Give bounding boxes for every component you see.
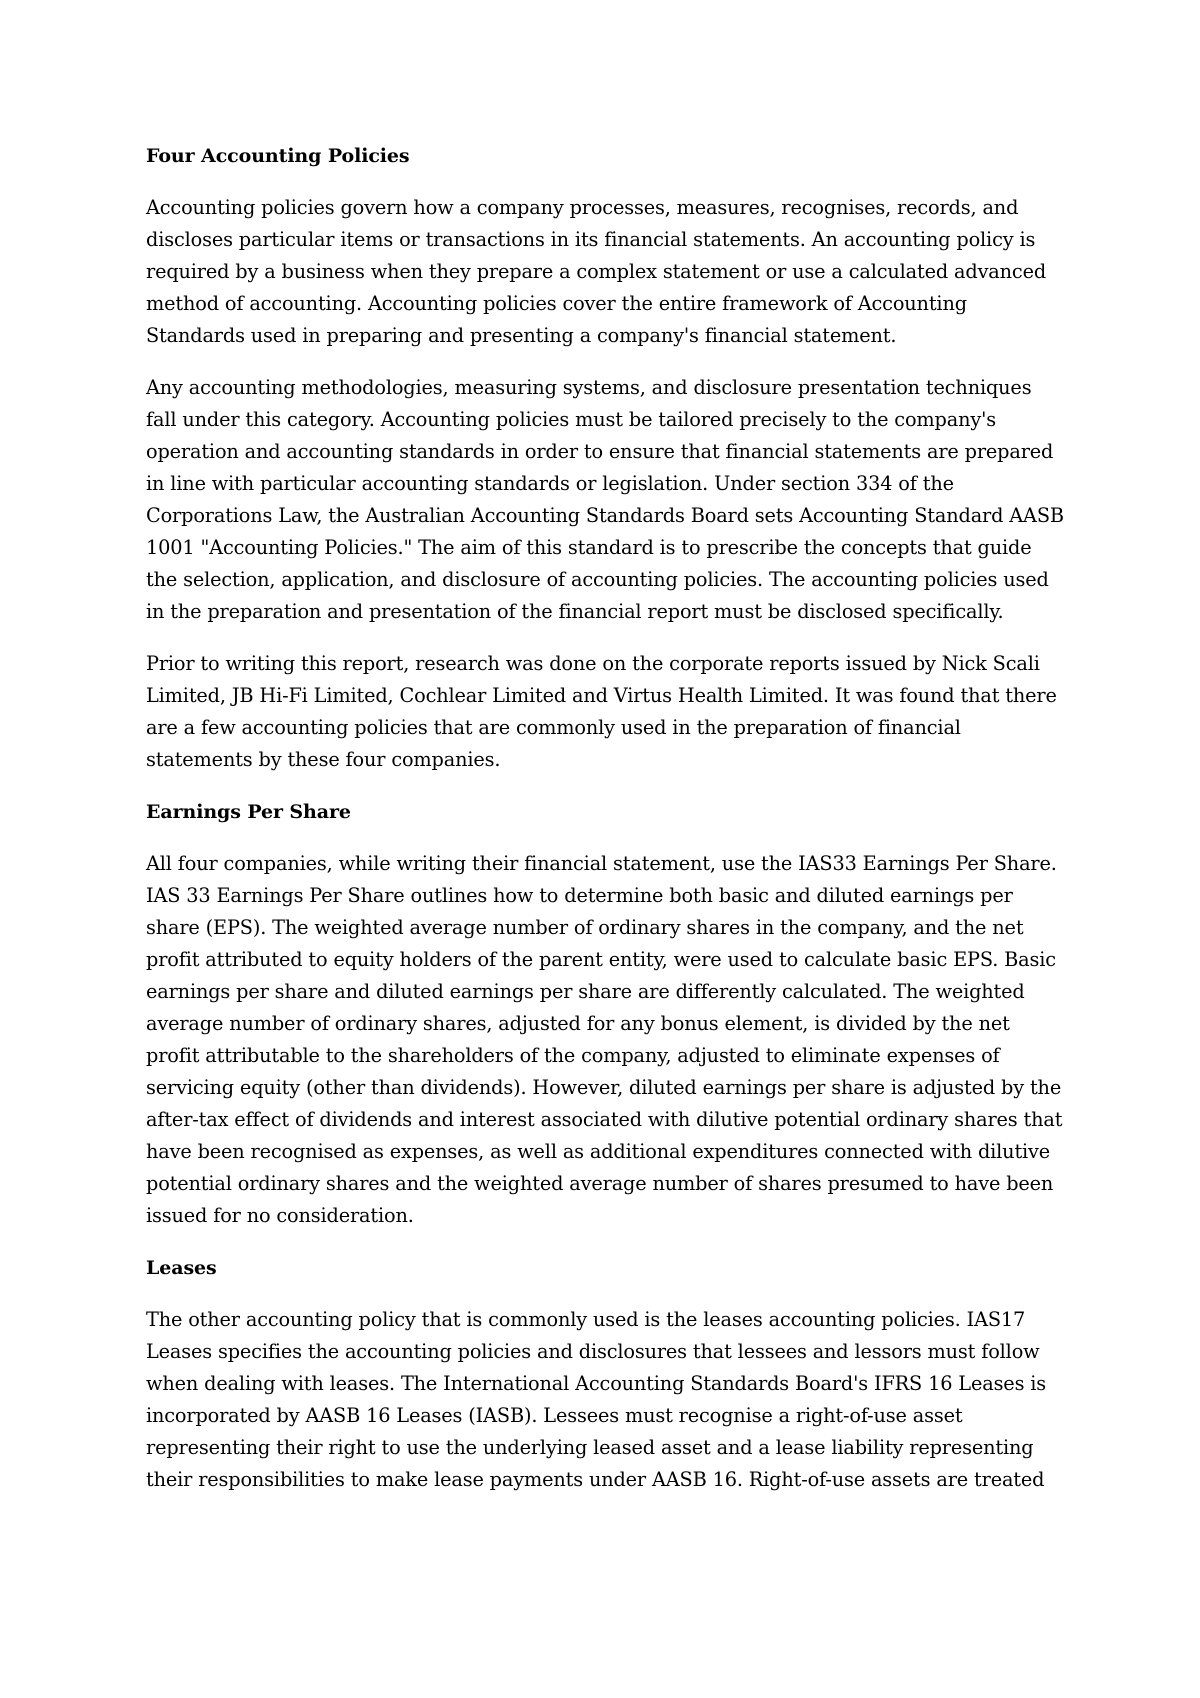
paragraph-accounting-policies-definition: Accounting policies govern how a company processes, measures, recognises, records, and discloses particular items or transactions in its financial statements. An accounting policy is required by a business when they prepare a complex statement or use a calculated advanced method of accounting. Accounting policies cover the entire framework of Accounting Standards used in preparing and presenting a company's financial statement. — [146, 196, 1047, 347]
paragraph-research-companies: Prior to writing this report, research was done on the corporate reports issued by Nick Scali Limited, JB Hi-Fi Limited, Cochlear Limited and Virtus Health Limited. It was found that there are a few accounting policies that are commonly used in the preparation of financial statements by these four companies. — [146, 652, 1057, 771]
paragraph-leases: The other accounting policy that is commonly used is the leases accounting policies. IAS17 Leases specifies the accounting policies and disclosures that lessees and lessors must follow when dealing with leases. The International Accounting Standards Board's IFRS 16 Leases is incorporated by AASB 16 Leases (IASB). Lessees must recognise a right-of-use asset representing their right to use the underlying leased asset and a lease liability representing their responsibilities to make lease payments under AASB 16. Right-of-use assets are treated — [146, 1308, 1047, 1491]
section-heading-earnings-per-share: Earnings Per Share — [146, 801, 351, 823]
document-body — [146, 140, 1066, 1496]
paragraph-accounting-methodologies: Any accounting methodologies, measuring systems, and disclosure presentation techniques fall under this category. Accounting policies must be tailored precisely to the company's operation and accounting standards in order to ensure that financial statements are prepared in line with particular accounting standards or legislation. Under section 334 of the Corporations Law, the Australian Accounting Standards Board sets Accounting Standard AASB 1001 "Accounting Policies." The aim of this standard is to prescribe the concepts that guide the selection, application, and disclosure of accounting policies. The accounting policies used in the preparation and presentation of the financial report must be disclosed specifically. — [146, 376, 1064, 623]
paragraph-earnings-per-share: All four companies, while writing their financial statement, use the IAS33 Earnings Per Share. IAS 33 Earnings Per Share outlines how to determine both basic and diluted earnings per share (EPS). The weighted average number of ordinary shares in the company, and the net profit attributed to equity holders of the parent entity, were used to calculate basic EPS. Basic earnings per share and diluted earnings per share are differently calculated. The weighted average number of ordinary shares, adjusted for any bonus element, is divided by the net profit attributable to the shareholders of the company, adjusted to eliminate expenses of servicing equity (other than dividends). However, diluted earnings per share is adjusted by the after-tax effect of dividends and interest associated with dilutive potential ordinary shares that have been recognised as expenses, as well as additional expenditures connected with dilutive potential ordinary shares and the weighted average number of shares presumed to have been issued for no consideration. — [146, 852, 1063, 1227]
section-heading-four-accounting-policies: Four Accounting Policies — [146, 145, 410, 167]
section-heading-leases: Leases — [146, 1257, 217, 1279]
